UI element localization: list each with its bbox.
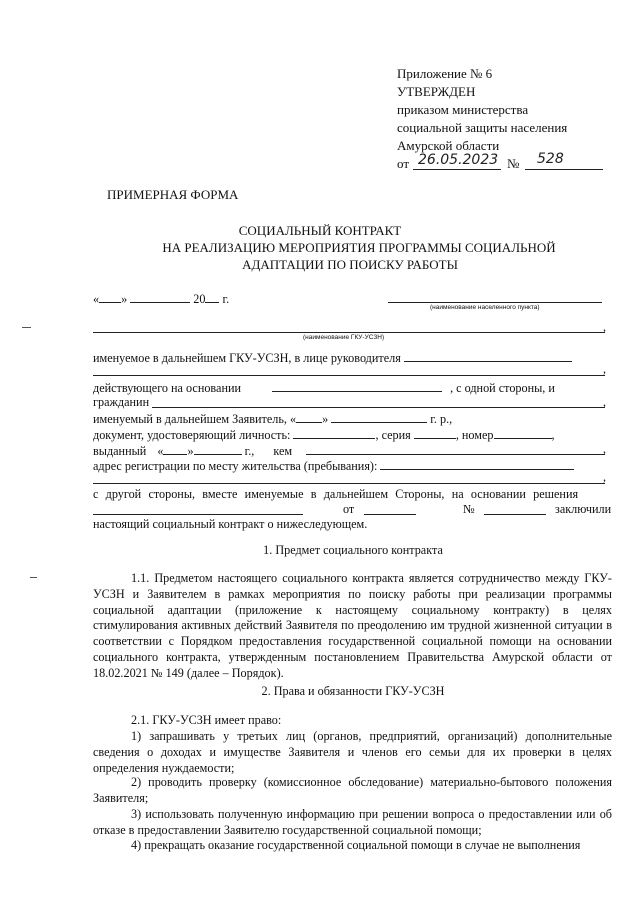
number-label: , номер	[455, 428, 494, 442]
year-suffix: г.	[222, 292, 230, 306]
address-blank-2[interactable]	[93, 483, 605, 484]
scan-mark	[22, 327, 31, 328]
number-blank[interactable]	[494, 426, 552, 439]
address-blank[interactable]	[380, 457, 574, 470]
approval-line-1: Приложение № 6	[397, 66, 493, 81]
decision-from-label: от	[343, 502, 355, 516]
birth-year-suffix: г. р.,	[430, 412, 453, 426]
decision-concluded: заключили	[555, 502, 612, 516]
open-quote: «	[93, 292, 100, 306]
year-blank[interactable]	[205, 290, 219, 303]
approval-line-5: Амурской области	[397, 138, 500, 153]
approval-date-prefix: от	[397, 156, 410, 171]
representative-blank-2[interactable]	[93, 375, 605, 376]
issued-by-blank[interactable]	[306, 454, 605, 455]
row-citizen	[93, 395, 149, 410]
org-name-blank[interactable]	[93, 332, 605, 333]
year-prefix: 20	[193, 292, 206, 306]
section-2-para-0: 2.1. ГКУ-УСЗН имеет право:	[131, 713, 282, 727]
issued-label: выданный «	[93, 444, 164, 458]
form-label: ПРИМЕРНАЯ ФОРМА	[107, 187, 239, 202]
title-line-2: НА РЕАЛИЗАЦИЮ МЕРОПРИЯТИЯ ПРОГРАММЫ СОЦИАЛЬНОЙ	[162, 240, 556, 255]
section-2-heading: 2. Права и обязанности ГКУ-УСЗН	[261, 684, 445, 698]
representative-blank[interactable]	[404, 349, 572, 362]
row-address	[93, 457, 574, 474]
series-blank[interactable]	[414, 426, 456, 439]
citizen-label: гражданин	[93, 395, 150, 409]
series-label: , серия	[375, 428, 411, 442]
issue-month-blank[interactable]	[194, 442, 242, 455]
decision-number-label: №	[463, 502, 475, 516]
row-representative	[93, 349, 572, 366]
issued-by-label: г., кем	[244, 444, 293, 458]
month-blank[interactable]	[130, 290, 190, 303]
row-identity-doc: документ, удостоверяющий личность: , серия , номер ,	[93, 428, 555, 442]
representative-label: именуемое в дальнейшем ГКУ-УСЗН, в лице руководителя	[93, 351, 401, 365]
citizen-blank[interactable]	[152, 407, 605, 408]
contract-date-row	[93, 290, 229, 307]
identity-doc-blank[interactable]	[293, 426, 375, 439]
applicant-quote: »	[322, 412, 329, 426]
title-line-1: СОЦИАЛЬНЫЙ КОНТРАКТ	[238, 223, 402, 238]
org-caption: (наименование ГКУ-УСЗН)	[303, 334, 385, 341]
section-1-text: 1.1. Предметом настоящего социального контракта является сотрудничество между ГКУ-УСЗН и Заявителем в рамках мероприятия по поиску работы при реализации программы социальной адаптации (приложение к настоящему социальному контракту) в целях стимулирования активных действий Заявителя по преодолению им трудной жизненной ситуации в соответствии с Порядком предоставления государственной социальной помощи на основании социального контракта, утвержденным постановлением Правительства Амурской области от 18.02.2021 № 149 (далее – Порядок).	[93, 571, 612, 680]
row-comma: ,	[603, 442, 607, 456]
section-2-para-2: 2) проводить проверку (комиссионное обследование) материально-бытового положения Заявителя;	[93, 775, 612, 805]
row-comma: ,	[603, 362, 607, 376]
approval-date-handwritten: 26.05.2023	[418, 152, 499, 168]
approval-number-prefix: №	[507, 156, 520, 171]
approval-date-line	[413, 169, 501, 170]
section-2-para-3: 3) использовать полученную информацию при решении вопроса о предоставлении или об отказе в предоставлении Заявителю государственной социальной помощи;	[93, 807, 612, 837]
row-applicant	[93, 410, 452, 427]
approval-number-handwritten: 528	[537, 151, 564, 167]
org-comma: ,	[603, 320, 607, 334]
section-2-para-4: 4) прекращать оказание государственной социальной помощи в случае не выполнения	[131, 838, 581, 852]
basis-label: действующего на основании	[93, 381, 242, 395]
approval-line-2: УТВЕРЖДЕН	[397, 84, 476, 99]
close-quote: »	[121, 292, 128, 306]
approval-line-4: социальной защиты населения	[397, 120, 568, 135]
decision-number-blank[interactable]	[484, 514, 546, 515]
settlement-blank[interactable]	[388, 302, 602, 303]
approval-number-line	[525, 169, 603, 170]
row-hereby: настоящий социальный контракт о нижеследующем.	[93, 517, 368, 531]
basis-suffix: , с одной стороны, и	[450, 381, 555, 395]
title-line-3: АДАПТАЦИИ ПО ПОИСКУ РАБОТЫ	[242, 257, 458, 272]
row-comma: ,	[603, 470, 607, 484]
decision-blank[interactable]	[93, 514, 303, 515]
basis-blank[interactable]	[272, 379, 442, 392]
address-label: адрес регистрации по месту жительства (пребывания):	[93, 459, 378, 473]
day-blank[interactable]	[99, 290, 121, 303]
settlement-caption: (наименование населенного пункта)	[430, 304, 540, 311]
row-parties: с другой стороны, вместе именуемые в дальнейшем Стороны, на основании решения	[93, 487, 579, 501]
identity-doc-label: документ, удостоверяющий личность:	[93, 428, 291, 442]
issue-day-blank[interactable]	[163, 442, 187, 455]
issued-quote: »	[187, 444, 194, 458]
scan-mark	[30, 577, 37, 578]
decision-date-blank[interactable]	[364, 514, 416, 515]
section-2-para-1: 1) запрашивать у третьих лиц (органов, предприятий, организаций) дополнительные сведения о доходах и имуществе Заявителя и членов его семьи для их проверки в целях определения нуждаемости;	[93, 729, 612, 775]
birth-day-blank[interactable]	[296, 410, 322, 423]
row-comma: ,	[603, 395, 607, 409]
birth-month-blank[interactable]	[331, 410, 427, 423]
row-basis	[93, 379, 611, 396]
applicant-label: именуемый в дальнейшем Заявитель, «	[93, 412, 297, 426]
approval-line-3: приказом министерства	[397, 102, 529, 117]
section-1-heading: 1. Предмет социального контракта	[263, 543, 443, 557]
